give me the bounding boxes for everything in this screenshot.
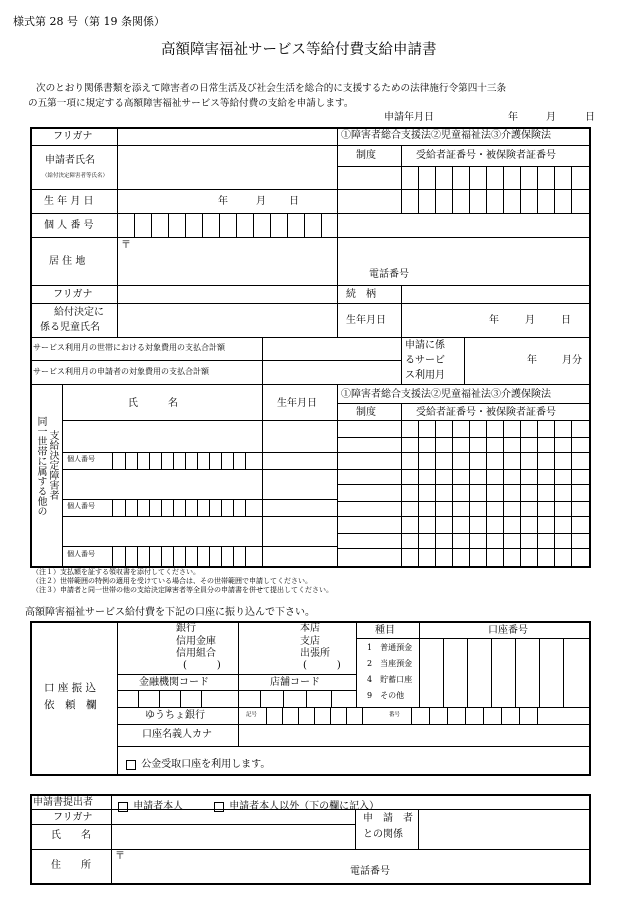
child-name-label-1: 給付決定に — [54, 307, 104, 318]
kind-other[interactable]: 9 その他 — [367, 691, 405, 700]
child-name-label-2: 係る児童氏名 — [40, 322, 100, 333]
form-number: 様式第 28 号（第 19 条関係） — [13, 15, 165, 28]
kigou-label: 記号 — [246, 712, 258, 718]
account-kind-label: 種目 — [375, 625, 395, 636]
applicant-cost-label: サービス利用月の申請者の対象費用の支払合計額 — [33, 367, 209, 376]
branch-type-office: 出張所 — [300, 648, 330, 659]
child-dob-day[interactable]: 日 — [561, 315, 571, 326]
public-account-label: 公金受取口座を利用します。 — [141, 759, 271, 770]
kind-ordinary[interactable]: 1 普通預金 — [367, 643, 413, 652]
child-furigana-label: フリガナ — [53, 289, 93, 300]
note-2: （注２）世帯範囲の特例の適用を受けている場合は、その世帯範囲で申請してください。 — [32, 577, 312, 585]
branch-code-label: 店舗コード — [270, 677, 320, 688]
bank-type-shinkin: 信用金庫 — [176, 636, 216, 647]
note-3: （注３）申請者と同一世帯の他の支給決定障害者等全員分の申請書を併せて提出してください。 — [32, 586, 333, 594]
applicant-name-label: 申請者氏名 — [45, 155, 95, 166]
household-system-label: 制度 — [356, 407, 376, 418]
applicant-insurance-header: ①障害者総合支援法②児童福祉法③介護保険法 — [341, 130, 551, 141]
account-number-label: 口座番号 — [488, 625, 528, 636]
submitter-phone-label: 電話番号 — [350, 866, 390, 877]
submitter-relation-2: との関係 — [363, 829, 403, 840]
service-month-month[interactable]: 月分 — [562, 355, 582, 366]
bank-intro: 高額障害福祉サービス給付費を下記の口座に振り込んで下さい。 — [25, 607, 315, 618]
child-dob-month[interactable]: 月 — [525, 315, 535, 326]
applicant-postal-mark: 〒 — [121, 240, 131, 251]
branch-type-branch: 支店 — [300, 636, 320, 647]
household-dob-header: 生年月日 — [277, 398, 317, 409]
household-mynumber-label-3: 個人番号 — [67, 550, 95, 558]
household-mynumber-label-2: 個人番号 — [67, 502, 95, 510]
application-date-day[interactable]: 日 — [585, 112, 595, 123]
page-title: 高額障害福祉サービス等給付費支給申請書 — [161, 42, 437, 58]
household-insurance-header: ①障害者総合支援法②児童福祉法③介護保険法 — [341, 389, 551, 400]
branch-type-main: 本店 — [300, 623, 320, 634]
note-1: （注１）支払額を証する領収書を添付してください。 — [32, 568, 200, 576]
applicant-mynumber-label: 個 人 番 号 — [44, 220, 94, 231]
applicant-dob-month[interactable]: 月 — [256, 196, 266, 207]
bank-type-bank: 銀行 — [176, 623, 196, 634]
submitter-self-checkbox[interactable] — [118, 802, 128, 812]
applicant-dob-label: 生 年 月 日 — [44, 196, 94, 207]
branch-type-other: ( ) — [303, 660, 341, 671]
applicant-furigana-label: フリガナ — [53, 131, 93, 142]
household-mynumber-label-1: 個人番号 — [67, 455, 95, 463]
applicant-system-label: 制度 — [356, 150, 376, 161]
application-date-label: 申請年月日 — [384, 112, 434, 123]
household-side-label-a: 同一世帯に属する他の — [35, 416, 46, 516]
applicant-phone-label: 電話番号 — [369, 269, 409, 280]
yucho-label: ゆうちょ銀行 — [145, 710, 205, 721]
applicant-dob-day[interactable]: 日 — [289, 196, 299, 207]
service-month-year[interactable]: 年 — [527, 355, 537, 366]
application-date-year[interactable]: 年 — [508, 112, 518, 123]
child-relation-label: 続 柄 — [346, 289, 376, 300]
submitter-furigana-label: フリガナ — [53, 812, 93, 823]
applicant-name-note: （給付決定障害者等氏名） — [42, 173, 109, 179]
submitter-address-label: 住 所 — [51, 860, 91, 871]
application-date-month[interactable]: 月 — [546, 112, 556, 123]
submitter-relation-1: 申 請 者 — [363, 813, 413, 824]
service-month-label-3: ス利用月 — [405, 370, 445, 381]
bank-side-label-1: 口 座 振 込 — [44, 682, 97, 694]
submitter-self-option[interactable] — [118, 797, 183, 812]
child-dob-year[interactable]: 年 — [489, 315, 499, 326]
submitter-other-checkbox[interactable] — [214, 802, 224, 812]
submitter-label: 申請書提出者 — [33, 797, 93, 808]
submitter-name-label: 氏 名 — [51, 830, 91, 841]
household-cost-label: サービス利用月の世帯における対象費用の支払合計額 — [33, 343, 225, 352]
applicant-dob-year[interactable]: 年 — [218, 196, 228, 207]
kind-current[interactable]: 2 当座預金 — [367, 659, 413, 668]
intro-text-line2: の五第一項に規定する高額障害福祉サービス等給付費の支給を申請します。 — [28, 98, 354, 109]
household-side-label-b: 支給決定障害者 — [47, 430, 58, 500]
submitter-other-label: 申請者本人以外（下の欄に記入） — [229, 801, 380, 812]
applicant-cert-label: 受給者証番号・被保険者証番号 — [416, 150, 556, 161]
public-account-option[interactable] — [126, 755, 270, 770]
bangou-label: 番号 — [389, 712, 401, 718]
child-dob-label: 生年月日 — [346, 315, 386, 326]
submitter-other-option[interactable] — [214, 797, 379, 812]
household-cert-label: 受給者証番号・被保険者証番号 — [416, 407, 556, 418]
institution-code-label: 金融機関コード — [139, 677, 209, 688]
submitter-self-label: 申請者本人 — [133, 801, 184, 812]
public-account-checkbox[interactable] — [126, 760, 136, 770]
bank-type-other: ( ) — [183, 660, 221, 671]
household-name-header: 氏 名 — [128, 398, 178, 409]
intro-text-line1: 次のとおり関係書類を添えて障害者の日常生活及び社会生活を総合的に支援するための法律施行令第四十三条 — [36, 83, 507, 94]
holder-kana-label: 口座名義人カナ — [142, 729, 212, 740]
service-month-label-1: 申請に係 — [405, 340, 445, 351]
bank-type-kumiai: 信用組合 — [176, 648, 216, 659]
bank-side-label-2: 依 頼 欄 — [44, 699, 97, 711]
service-month-label-2: るサービ — [405, 355, 445, 366]
submitter-postal-mark: 〒 — [115, 851, 125, 862]
kind-savings[interactable]: 4 貯蓄口座 — [367, 675, 413, 684]
applicant-address-label: 居 住 地 — [49, 256, 86, 267]
